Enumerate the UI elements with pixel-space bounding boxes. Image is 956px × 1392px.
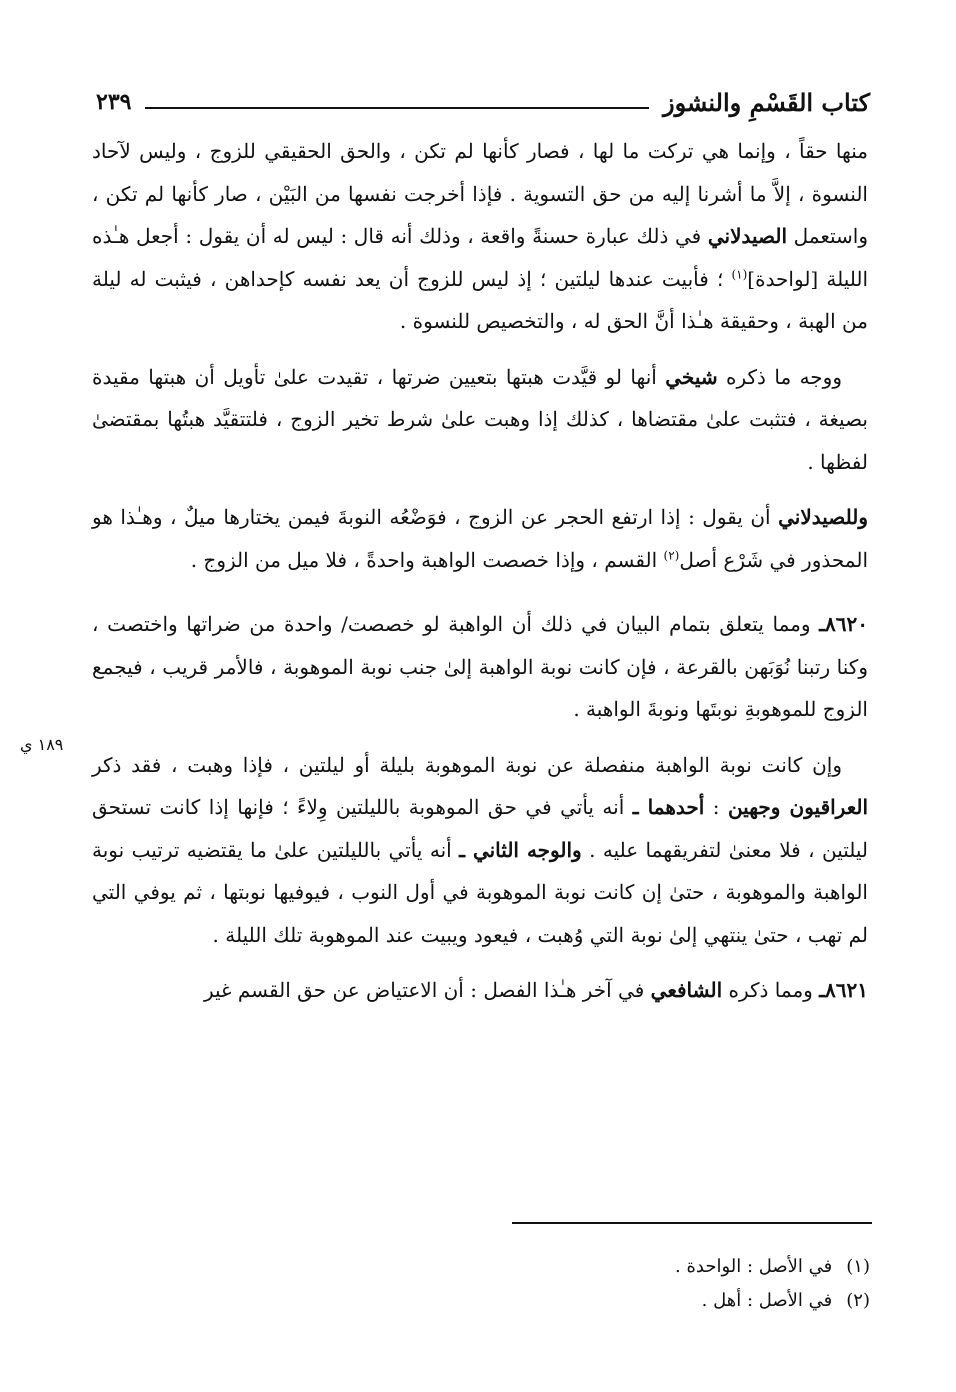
text-run: وإن كانت نوبة الواهبة منفصلة عن نوبة الموهوبة بليلة أو ليلتين ، فإذا وهبت ، فقد ذكر: [92, 752, 842, 777]
footnote-divider: [512, 1222, 872, 1224]
bold-term: والوجه الثاني ـ: [459, 837, 582, 862]
text-run: أنه يأتي في حق الموهوبة بالليلتين وِلاءً ؛ فإنها إذا كانت تستحق ليلتين ، فلا معنىٰ لتفريقهما عليه .: [92, 795, 869, 862]
text-run: ومما ذكره: [722, 978, 820, 1002]
bold-term: أحدهما ـ: [632, 795, 705, 819]
text-run: أنها لو قيَّدت هبتها بتعيين ضرتها ، تقيدت علىٰ تأويل أن هبتها مقيدة بصيغة ، فتثبت علىٰ مقتضاها ، كذلك إذا وهبت علىٰ شرط تخير الزوج ، فلتتقيَّد هبتُها بمقتضىٰ لفظها .: [92, 364, 868, 474]
text-run: منها حقاً ، وإنما هي تركت ما لها ، فصار كأنها لم تكن ، والحق الحقيقي للزوج ، وليس لآحاد النسوة ، إلاَّ ما أشرنا إليه من حق التسوية . فإذا أخرجت نفسها من البَيْن ، صار كأنها لم تكن ، واستعمل: [92, 139, 868, 248]
paragraph: [92, 496, 868, 581]
text-run: ؛ فأبيت عندها ليلتين ؛ إذ ليس للزوج أن يعد نفسه كإحداهن ، فيثبت له ليلة من الهبة ، وحقيقة هـٰذا أنَّ الحق له ، والتخصيص للنسوة .: [92, 266, 868, 333]
header-rule: [145, 107, 649, 109]
footnote-item: [300, 1284, 870, 1318]
bold-term: الصيدلاني: [707, 224, 787, 248]
margin-note: ١٨٩ ي: [20, 735, 64, 754]
bold-term: وللصيدلاني: [778, 505, 868, 529]
bold-term: ٨٦٢٠ـ: [819, 612, 868, 636]
bold-term: شيخي: [665, 364, 718, 389]
bold-term: ٨٦٢١ـ: [819, 978, 868, 1002]
paragraph: [92, 969, 868, 1012]
chapter-title: كتاب القَسْمِ والنشوز: [663, 87, 870, 117]
paragraph: [92, 603, 868, 731]
page-header: [96, 82, 870, 122]
footnote-ref: (١): [731, 266, 748, 281]
text-run: أن يقول : إذا ارتفع الحجر عن الزوج ، فوَضْعُه النوبةَ فيمن يختارها ميلٌ ، وهـٰذا هو المحذور في شَرْع أصل: [92, 505, 868, 572]
text-run: :: [704, 795, 728, 819]
footnote-number: (٢): [846, 1290, 870, 1311]
text-run: في آخر هـٰذا الفصل : أن الاعتياض عن حق القسم غير: [203, 978, 651, 1002]
bold-term: الشافعي: [650, 978, 723, 1002]
text-run: القسم ، وإذا خصصت الواهبة واحدةً ، فلا ميل من الزوج .: [190, 547, 664, 572]
footnote-text: في الأصل : أهل .: [701, 1290, 833, 1311]
paragraph: [92, 744, 868, 957]
text-run: أنه يأتي بالليلتين علىٰ ما يقتضيه ترتيب نوبة الواهبة والموهوبة ، حتىٰ إن كانت نوبة الموهوبة في أول النوب ، فيوفيها نوبتها ، ثم يوفي التي لم تهب ، حتىٰ ينتهي إلىٰ نوبة التي وُهبت ، فيعود ويبيت عند الموهوبة تلك الليلة .: [92, 837, 868, 947]
text-run: في ذلك عبارة حسنةً واقعة ، وذلك أنه قال : ليس له أن يقول : أجعل هـٰذه الليلة [لواحدة]: [92, 224, 868, 291]
bold-term: العراقيون وجهين: [727, 795, 869, 819]
body-text: [92, 130, 868, 1012]
text-run: ووجه ما ذكره: [717, 364, 842, 389]
footnotes: [300, 1250, 870, 1318]
text-run: ومما يتعلق بتمام البيان في ذلك أن الواهبة لو خصصت/ واحدة من ضراتها واختصت ، وكنا رتبنا نُوَبَهن بالقرعة ، فإن كانت نوبة الواهبة إلىٰ جنب نوبة الموهوبة ، فالأمر قريب ، فيجمع الزوج للموهوبةِ نوبتَها ونوبةَ الواهبة .: [92, 612, 868, 721]
paragraph: [92, 130, 868, 343]
footnote-number: (١): [846, 1256, 870, 1277]
footnote-ref: (٢): [663, 547, 680, 562]
footnote-item: [300, 1250, 870, 1284]
footnote-text: في الأصل : الواحدة .: [675, 1256, 833, 1277]
paragraph: [92, 356, 868, 484]
page-number: ٢٣٩: [96, 89, 132, 115]
